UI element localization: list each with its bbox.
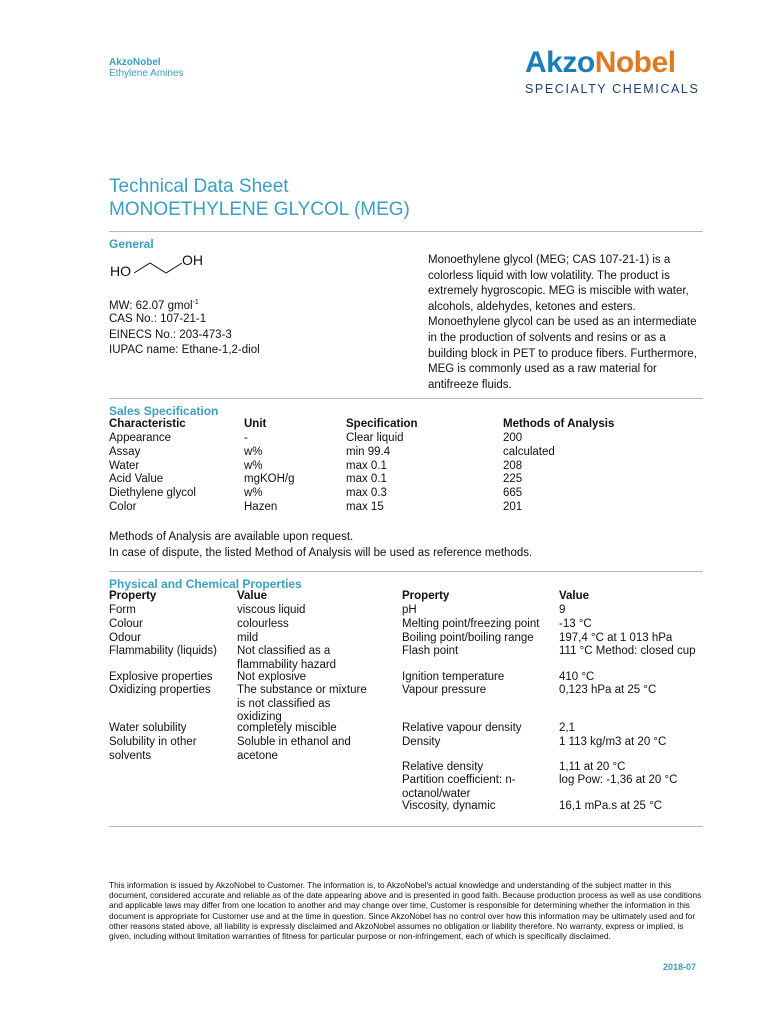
structure-oh: OH (182, 252, 203, 268)
sales-table-cell: 208 (503, 459, 523, 472)
sales-table-cell: Water (109, 459, 140, 472)
sales-column-header: Unit (244, 418, 267, 430)
property-name: pH (402, 604, 417, 616)
akzonobel-logo (525, 48, 699, 96)
property-name: Form (109, 604, 136, 616)
property-name: Solubility in other solvents (109, 736, 197, 762)
property-name: Odour (109, 632, 141, 644)
sales-column-header: Characteristic (109, 418, 186, 430)
properties-column-header: Property (109, 590, 157, 602)
property-name: Colour (109, 618, 143, 630)
iupac-name: IUPAC name: Ethane-1,2-diol (109, 344, 260, 356)
logo-tagline: SPECIALTY CHEMICALS (525, 82, 700, 96)
property-value: mild (237, 632, 259, 644)
property-value: 0,123 hPa at 25 °C (559, 684, 657, 696)
sales-table-cell: Color (109, 501, 137, 513)
logo-akzo-text: Akzo (525, 46, 595, 79)
sales-table-cell: max 0.3 (346, 487, 387, 500)
sales-column-header: Specification (346, 418, 418, 430)
property-value: 410 °C (559, 671, 595, 683)
properties-column-header: Value (237, 590, 268, 602)
property-value: 111 °C Method: closed cup (559, 645, 696, 657)
property-name: Density (402, 736, 441, 748)
property-name: Relative density (402, 761, 484, 773)
property-value: 16,1 mPa.s at 25 °C (559, 800, 663, 812)
sales-table-cell: - (244, 432, 248, 444)
sales-column-header: Methods of Analysis (503, 418, 615, 430)
dispute-note: In case of dispute, the listed Method of Analysis will be used as reference methods. (109, 547, 533, 559)
property-name: Flash point (402, 645, 459, 657)
section-title-sales-specification: Sales Specification (109, 404, 219, 418)
header-brand: AkzoNobel (109, 57, 161, 68)
sales-table-cell: Acid Value (109, 473, 164, 486)
sales-table-cell: Hazen (244, 501, 278, 513)
property-name: Explosive properties (109, 671, 213, 683)
analysis-note: Methods of Analysis are available upon request. (109, 531, 354, 543)
header-business-unit: Ethylene Amines (109, 68, 184, 79)
properties-column-header: Property (402, 590, 450, 602)
divider (109, 571, 703, 572)
property-name: Water solubility (109, 722, 187, 734)
section-title-general: General (109, 237, 154, 251)
property-value: 1,11 at 20 °C (559, 761, 626, 773)
property-name: Vapour pressure (402, 684, 487, 696)
property-value: Soluble in ethanol and acetone (237, 736, 351, 762)
sales-table-cell: w% (244, 445, 263, 458)
property-value: -13 °C (559, 618, 592, 630)
property-value: viscous liquid (237, 604, 306, 616)
sales-table-cell: Appearance (109, 432, 172, 444)
sales-table-cell: min 99.4 (346, 445, 391, 458)
sales-table-cell: 225 (503, 473, 523, 486)
molecular-weight: MW: 62.07 gmol$^{-1}$ (109, 299, 199, 312)
property-name: Partition coefficient: n- octanol/water (402, 774, 516, 800)
issue-date: 2018-07 (663, 962, 697, 972)
legal-disclaimer: This information is issued by AkzoNobel to Customer. The information is, to AkzoNobel's actual knowledge and understanding of the subject matter in this document, considered accurate and reliable as of the date appearing above and is presented in good faith. Because production process as well as use conditions and applicable laws may differ from one location to another and may change over time, Customer is responsible for determining whether the information in this document is appropriate for Customer use and at the time in question. Since AkzoNobel has no control over how this information may be ultimately used and for other reasons stated above, all liability is expressly disclaimed and AkzoNobel assumes no obligation or liability therefore. No warranty, express or implied, is given, including without limitation warranties of fitness for particular purpose or non-infringement, each of which is specifically disclaimed. (109, 880, 702, 942)
structure-diagram (110, 252, 220, 282)
property-name: Viscosity, dynamic (402, 800, 496, 812)
property-value: 1 113 kg/m3 at 20 °C (559, 736, 667, 748)
structure-ho: HO (110, 263, 131, 279)
property-name: Ignition temperature (402, 671, 505, 683)
property-value: colourless (237, 618, 289, 630)
property-value: log Pow: -1,36 at 20 °C (559, 774, 678, 786)
sales-table-cell: 665 (503, 487, 523, 500)
section-title-physical-properties: Physical and Chemical Properties (109, 577, 302, 591)
sales-table-cell: max 0.1 (346, 473, 387, 486)
property-value: 9 (559, 604, 566, 616)
property-name: Flammability (liquids) (109, 645, 217, 657)
sales-table-cell: mgKOH/g (244, 473, 295, 486)
property-value: 197,4 °C at 1 013 hPa (559, 632, 673, 644)
product-name: MONOETHYLENE GLYCOL (MEG) (109, 199, 410, 220)
divider (109, 826, 703, 827)
product-description: Monoethylene glycol (MEG; CAS 107-21-1) is a colorless liquid with low volatility. The product is extremely hygroscopic. MEG is miscible with water, alcohols, aldehydes, ketones and esters. Monoethylene glycol can be used as an intermediate in the production of solvents and resins or as a building block in PET to produce fibers. Furthermore, MEG is commonly used as a raw material for antifreeze fluids. (428, 254, 697, 391)
sales-table-cell: max 15 (346, 501, 384, 513)
properties-column-header: Value (559, 590, 590, 602)
logo-nobel-text: Nobel (594, 46, 676, 79)
document-type: Technical Data Sheet (109, 176, 289, 197)
sales-table-cell: 200 (503, 432, 523, 444)
sales-table-cell: Clear liquid (346, 432, 404, 444)
property-name: Relative vapour density (402, 722, 522, 734)
property-value: 2,1 (559, 722, 575, 734)
property-name: Melting point/freezing point (402, 618, 540, 630)
sales-table-cell: Diethylene glycol (109, 487, 196, 500)
property-value: Not explosive (237, 671, 307, 683)
property-name: Oxidizing properties (109, 684, 211, 696)
sales-table-cell: w% (244, 487, 263, 500)
sales-table-cell: calculated (503, 445, 555, 458)
structure-bonds (132, 258, 184, 278)
sales-table-cell: w% (244, 459, 263, 472)
sales-table-cell: Assay (109, 445, 141, 458)
divider (109, 398, 703, 399)
cas-number: CAS No.: 107-21-1 (109, 313, 207, 325)
property-name: Boiling point/boiling range (402, 632, 534, 644)
property-value: The substance or mixture is not classified as oxidizing (237, 684, 367, 723)
property-value: completely miscible (237, 722, 337, 734)
property-value: Not classified as a flammability hazard (237, 645, 337, 671)
sales-table-cell: 201 (503, 501, 523, 513)
sales-table-cell: max 0.1 (346, 459, 387, 472)
einecs-number: EINECS No.: 203-473-3 (109, 329, 232, 341)
divider (109, 231, 703, 232)
